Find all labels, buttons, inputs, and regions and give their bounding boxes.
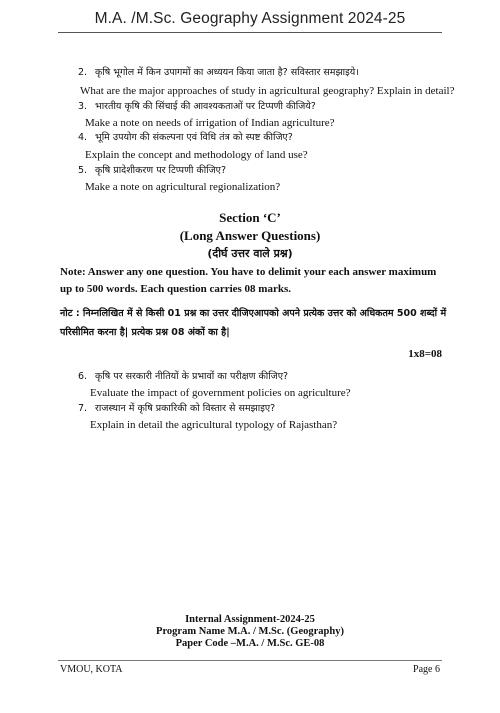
footer-paper-code: Paper Code –M.A. / M.Sc. GE-08: [175, 638, 325, 649]
question-text-hi: कृषि प्रादेशीकरण पर टिप्पणी कीजिए?: [95, 165, 226, 176]
footer-assignment-title: Internal Assignment-2024-25: [185, 614, 315, 625]
marks-label: 1x8=08: [408, 348, 442, 360]
page-header-title: M.A. /M.Sc. Geography Assignment 2024-25: [94, 10, 406, 27]
question-number: 4.: [78, 132, 88, 143]
question-number: 7.: [78, 403, 88, 414]
header-divider: [58, 32, 442, 33]
question-text-en: Make a note on needs of irrigation of Indian agriculture?: [85, 117, 335, 129]
question-text-hi: भूमि उपयोग की संकल्पना एवं विधि तंत्र को स्पष्ट कीजिए?: [95, 132, 293, 143]
question-number: 5.: [78, 165, 88, 176]
question-text-en: What are the major approaches of study in agricultural geography? Explain in detail?: [80, 85, 455, 97]
question-number: 2.: [78, 67, 88, 78]
footer-program-name: Program Name M.A. / M.Sc. (Geography): [156, 626, 344, 637]
question-text-hi: कृषि पर सरकारी नीतियों के प्रभावों का परीक्षण कीजिए?: [95, 371, 289, 382]
question-text-hi: राजस्थान में कृषि प्रकारिकी को विस्तार से समझाइए?: [95, 403, 276, 414]
question-number: 3.: [78, 101, 88, 112]
question-text-hi: भारतीय कृषि की सिंचाई की आवश्यकताओं पर टिप्पणी कीजिये?: [95, 101, 316, 112]
question-text-en: Evaluate the impact of government policies on agriculture?: [90, 387, 351, 399]
footer-divider: [58, 660, 442, 661]
question-number: 6.: [78, 371, 88, 382]
section-subtitle: (Long Answer Questions): [179, 228, 321, 243]
note-hindi: नोट : निम्नलिखित में से किसी 01 प्रश्न का उत्तर दीजिएआपको अपने प्रत्येक उत्तर को अधिकतम 500 शब्दों में परिसीमित करना है| प्रत्येक प्रश्न 08 अंकों का है|: [60, 308, 447, 338]
question-text-en: Explain in detail the agricultural typology of Rajasthan?: [90, 419, 338, 431]
question-text-en: Make a note on agricultural regionalization?: [85, 181, 281, 193]
footer-page-number: Page 6: [413, 664, 440, 675]
note-english: Note: Answer any one question. You have to delimit your each answer maximum up to 500 words. Each question carries 08 marks.: [60, 266, 437, 295]
section-title: Section ‘C’: [219, 210, 281, 225]
section-subtitle-hindi: (दीर्घ उत्तर वाले प्रश्न): [207, 247, 293, 260]
question-text-en: Explain the concept and methodology of land use?: [85, 149, 308, 161]
question-text-hi: कृषि भूगोल में किन उपागमों का अध्ययन किया जाता है? सविस्तार समझाइये।: [95, 67, 359, 78]
footer-institution: VMOU, KOTA: [60, 664, 123, 675]
